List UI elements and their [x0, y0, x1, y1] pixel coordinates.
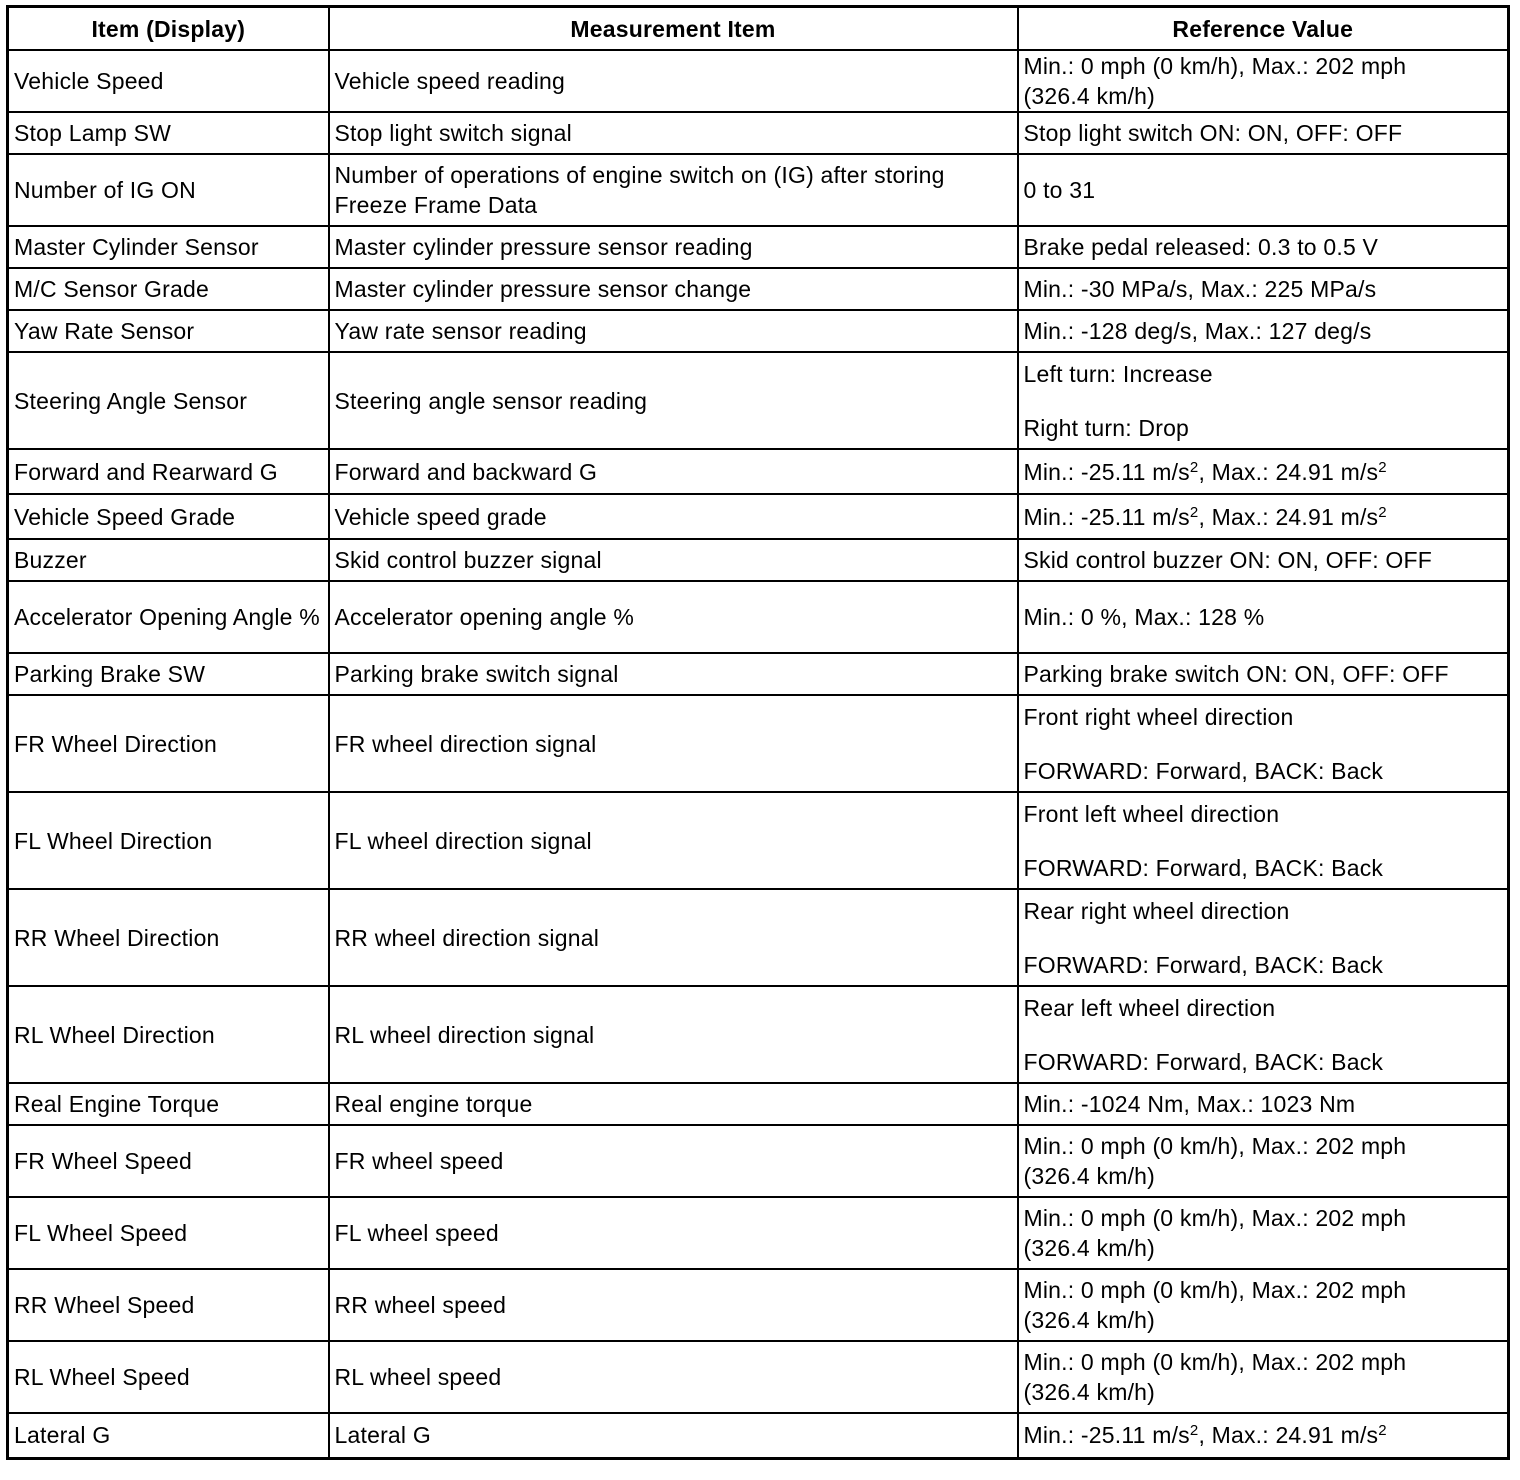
table-row — [8, 50, 1509, 112]
measurement-item-cell: Stop light switch signal — [329, 112, 1018, 154]
measurement-item-cell: Parking brake switch signal — [329, 653, 1018, 695]
reference-text: Min.: -25.11 m/s — [1023, 1422, 1190, 1449]
table-row — [8, 154, 1509, 226]
table-body — [8, 50, 1509, 1458]
table-row — [8, 494, 1509, 539]
reference-line: Min.: 0 %, Max.: 128 % — [1023, 604, 1265, 630]
reference-line: Right turn: Drop — [1023, 414, 1190, 441]
table-row — [8, 986, 1509, 1083]
reference-line: Min.: 0 mph (0 km/h), Max.: 202 mph — [1023, 53, 1407, 79]
table-row — [8, 1269, 1509, 1341]
reference-line: FORWARD: Forward, BACK: Back — [1023, 1048, 1384, 1075]
item-display-cell: RR Wheel Speed — [8, 1269, 329, 1341]
item-display-cell: Vehicle Speed Grade — [8, 494, 329, 539]
measurement-item-cell: Accelerator opening angle % — [329, 581, 1018, 653]
reference-value-cell — [1018, 226, 1509, 268]
reference-value-cell — [1018, 310, 1509, 352]
item-display-cell: Forward and Rearward G — [8, 449, 329, 494]
item-display-cell: RR Wheel Direction — [8, 889, 329, 986]
reference-line: Min.: -1024 Nm, Max.: 1023 Nm — [1023, 1091, 1356, 1117]
header-reference-value: Reference Value — [1018, 7, 1509, 51]
item-display-cell: Buzzer — [8, 539, 329, 581]
reference-value-cell — [1018, 449, 1509, 494]
reference-value-cell — [1018, 50, 1509, 112]
measurement-item-cell: RL wheel direction signal — [329, 986, 1018, 1083]
item-display-cell: FR Wheel Direction — [8, 695, 329, 792]
table-row — [8, 792, 1509, 889]
measurement-item-cell: Lateral G — [329, 1413, 1018, 1458]
reference-value-cell — [1018, 1197, 1509, 1269]
superscript: 2 — [1189, 1422, 1199, 1440]
item-display-cell: Parking Brake SW — [8, 653, 329, 695]
reference-text: , Max.: 24.91 m/s — [1198, 1422, 1379, 1449]
measurement-item-cell: Number of operations of engine switch on (IG) after storing Freeze Frame Data — [329, 154, 1018, 226]
reference-text: Min.: -25.11 m/s — [1023, 503, 1190, 530]
reference-value-cell — [1018, 112, 1509, 154]
header-measurement-item: Measurement Item — [329, 7, 1018, 51]
reference-value-cell — [1018, 1125, 1509, 1197]
table-row — [8, 352, 1509, 449]
reference-line: Stop light switch ON: ON, OFF: OFF — [1023, 120, 1403, 146]
table-row — [8, 112, 1509, 154]
measurement-item-cell: FL wheel speed — [329, 1197, 1018, 1269]
table-row — [8, 268, 1509, 310]
table-row — [8, 539, 1509, 581]
item-display-cell: RL Wheel Direction — [8, 986, 329, 1083]
measurement-item-cell: FR wheel speed — [329, 1125, 1018, 1197]
superscript: 2 — [1378, 503, 1387, 521]
table-row — [8, 310, 1509, 352]
measurement-item-cell: RL wheel speed — [329, 1341, 1018, 1413]
reference-line: (326.4 km/h) — [1023, 1379, 1156, 1405]
item-display-cell: Vehicle Speed — [8, 50, 329, 112]
reference-text: Min.: -25.11 m/s — [1023, 458, 1190, 485]
reference-value-cell — [1018, 653, 1509, 695]
reference-value-cell — [1018, 352, 1509, 449]
table-row — [8, 1341, 1509, 1413]
measurement-item-cell: Vehicle speed reading — [329, 50, 1018, 112]
reference-line: Min.: -128 deg/s, Max.: 127 deg/s — [1023, 318, 1372, 344]
reference-line: Min.: 0 mph (0 km/h), Max.: 202 mph — [1023, 1133, 1407, 1159]
header-item-display: Item (Display) — [8, 7, 329, 51]
measurement-item-cell: Master cylinder pressure sensor change — [329, 268, 1018, 310]
reference-value-cell — [1018, 1269, 1509, 1341]
superscript: 2 — [1189, 503, 1199, 521]
measurement-item-cell: Master cylinder pressure sensor reading — [329, 226, 1018, 268]
reference-line: Min.: -30 MPa/s, Max.: 225 MPa/s — [1023, 276, 1377, 302]
reference-value-table — [6, 5, 1510, 1460]
item-display-cell: FR Wheel Speed — [8, 1125, 329, 1197]
reference-line: Parking brake switch ON: ON, OFF: OFF — [1023, 661, 1449, 687]
table-row — [8, 1125, 1509, 1197]
reference-line: FORWARD: Forward, BACK: Back — [1023, 951, 1384, 978]
reference-text: , Max.: 24.91 m/s — [1198, 458, 1379, 485]
item-display-cell: Lateral G — [8, 1413, 329, 1458]
reference-value-cell — [1018, 539, 1509, 581]
reference-line: Rear left wheel direction — [1023, 994, 1276, 1021]
reference-line: FORWARD: Forward, BACK: Back — [1023, 854, 1384, 881]
reference-line: Skid control buzzer ON: ON, OFF: OFF — [1023, 547, 1432, 573]
item-display-cell: RL Wheel Speed — [8, 1341, 329, 1413]
item-display-cell: M/C Sensor Grade — [8, 268, 329, 310]
item-display-cell: Yaw Rate Sensor — [8, 310, 329, 352]
measurement-item-cell: Skid control buzzer signal — [329, 539, 1018, 581]
superscript: 2 — [1189, 458, 1199, 476]
reference-value-cell — [1018, 695, 1509, 792]
item-display-cell: Accelerator Opening Angle % — [8, 581, 329, 653]
item-display-cell: Stop Lamp SW — [8, 112, 329, 154]
reference-value-cell — [1018, 154, 1509, 226]
item-display-cell: FL Wheel Direction — [8, 792, 329, 889]
item-display-cell: Real Engine Torque — [8, 1083, 329, 1125]
reference-line: Min.: 0 mph (0 km/h), Max.: 202 mph — [1023, 1349, 1407, 1375]
reference-line: (326.4 km/h) — [1023, 1163, 1156, 1189]
table-row — [8, 1083, 1509, 1125]
reference-line: Min.: 0 mph (0 km/h), Max.: 202 mph — [1023, 1205, 1407, 1231]
reference-line: Brake pedal released: 0.3 to 0.5 V — [1023, 234, 1379, 260]
table-row — [8, 1197, 1509, 1269]
item-display-cell: Master Cylinder Sensor — [8, 226, 329, 268]
superscript: 2 — [1378, 458, 1387, 476]
measurement-item-cell: FR wheel direction signal — [329, 695, 1018, 792]
measurement-item-cell: FL wheel direction signal — [329, 792, 1018, 889]
measurement-item-cell: Steering angle sensor reading — [329, 352, 1018, 449]
measurement-item-cell: Yaw rate sensor reading — [329, 310, 1018, 352]
table-header-row — [8, 7, 1509, 51]
measurement-item-cell: RR wheel direction signal — [329, 889, 1018, 986]
measurement-item-cell: RR wheel speed — [329, 1269, 1018, 1341]
measurement-item-cell: Real engine torque — [329, 1083, 1018, 1125]
table-row — [8, 449, 1509, 494]
measurement-item-cell: Vehicle speed grade — [329, 494, 1018, 539]
item-display-cell: Number of IG ON — [8, 154, 329, 226]
superscript: 2 — [1378, 1422, 1387, 1440]
reference-value-cell — [1018, 1341, 1509, 1413]
reference-line: (326.4 km/h) — [1023, 83, 1156, 109]
table-row — [8, 695, 1509, 792]
reference-line: (326.4 km/h) — [1023, 1235, 1156, 1261]
reference-line: 0 to 31 — [1023, 177, 1096, 203]
table-row — [8, 653, 1509, 695]
table-row — [8, 889, 1509, 986]
reference-text: , Max.: 24.91 m/s — [1198, 503, 1379, 530]
reference-value-cell — [1018, 268, 1509, 310]
reference-value-cell — [1018, 1413, 1509, 1458]
reference-line: (326.4 km/h) — [1023, 1307, 1156, 1333]
item-display-cell: FL Wheel Speed — [8, 1197, 329, 1269]
table-row — [8, 1413, 1509, 1458]
table-row — [8, 581, 1509, 653]
reference-value-cell — [1018, 494, 1509, 539]
item-display-cell: Steering Angle Sensor — [8, 352, 329, 449]
reference-line: Min.: 0 mph (0 km/h), Max.: 202 mph — [1023, 1277, 1407, 1303]
reference-value-cell — [1018, 986, 1509, 1083]
measurement-item-cell: Forward and backward G — [329, 449, 1018, 494]
reference-line: FORWARD: Forward, BACK: Back — [1023, 757, 1384, 784]
reference-value-cell — [1018, 889, 1509, 986]
reference-line: Front right wheel direction — [1023, 703, 1294, 730]
reference-value-cell — [1018, 792, 1509, 889]
table-row — [8, 226, 1509, 268]
reference-line: Rear right wheel direction — [1023, 897, 1290, 924]
reference-value-cell — [1018, 581, 1509, 653]
reference-line: Left turn: Increase — [1023, 360, 1213, 387]
reference-value-cell — [1018, 1083, 1509, 1125]
reference-line: Front left wheel direction — [1023, 800, 1280, 827]
